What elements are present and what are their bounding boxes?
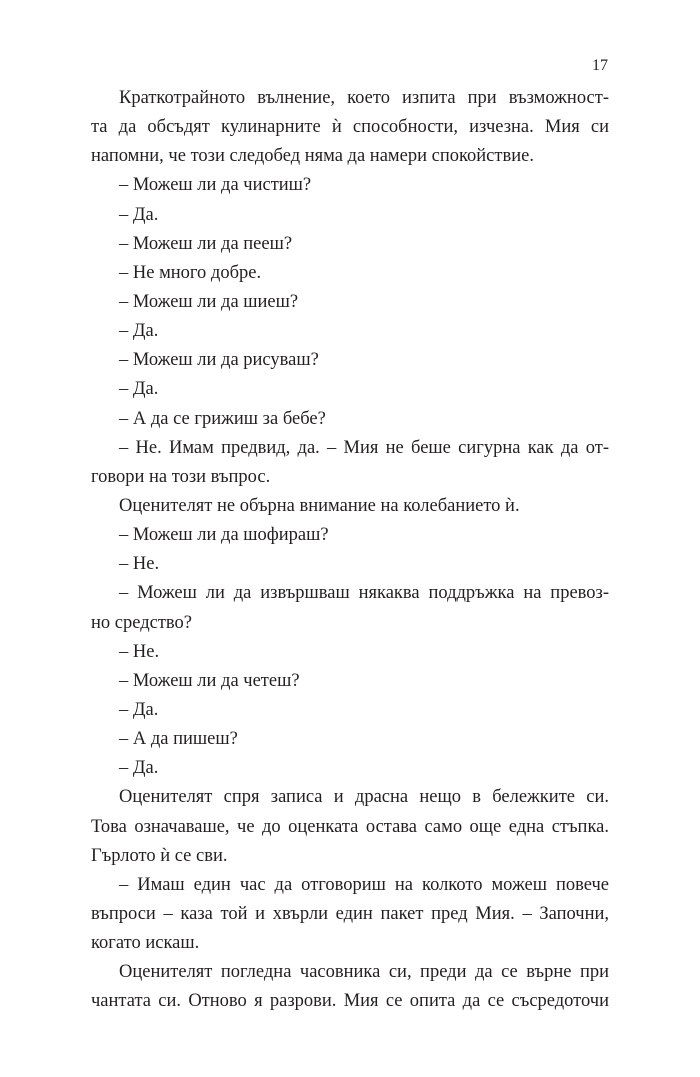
text-line: – Не. Имам предвид, да. – Мия не беше сигурна как да от- — [119, 437, 609, 458]
text-line: когато искаш. — [91, 933, 200, 954]
text-line: – Не. — [119, 641, 160, 662]
text-line: – Можеш ли да четеш? — [119, 670, 300, 691]
text-line: Оценителят не обърна внимание на колебанието ѝ. — [119, 495, 520, 516]
text-line: говори на този въпрос. — [91, 466, 271, 487]
text-line: – А да се грижиш за бебе? — [119, 408, 326, 429]
body-text — [91, 84, 609, 1017]
text-line: – Можеш ли да рисуваш? — [119, 350, 319, 371]
text-line: – Имаш един час да отговориш на колкото можеш повече — [119, 874, 609, 895]
text-line: Гърлото ѝ се сви. — [91, 845, 228, 866]
text-line: – Можеш ли да шиеш? — [119, 291, 299, 312]
page-number: 17 — [592, 57, 608, 74]
text-line: въпроси – каза той и хвърли един пакет пред Мия. – Започни, — [91, 903, 609, 924]
text-line: чантата си. Отново я разрови. Мия се опита да се съсредоточи — [91, 991, 609, 1012]
text-line: – Можеш ли да извършваш някаква поддръжка на превоз- — [119, 583, 609, 604]
text-line: – Да. — [119, 758, 159, 779]
text-line: Оценителят спря записа и драсна нещо в бележките си. — [119, 787, 609, 808]
text-line: – Не много добре. — [119, 262, 262, 283]
text-line: – Можеш ли да чистиш? — [119, 175, 312, 196]
text-line: – Да. — [119, 699, 159, 720]
text-line: – Да. — [119, 379, 159, 400]
text-line: напомни, че този следобед няма да намери спокойствие. — [91, 146, 534, 167]
text-line: – Да. — [119, 321, 159, 342]
text-line: – Можеш ли да пееш? — [119, 233, 293, 254]
text-line: но средство? — [91, 612, 192, 633]
text-line: – А да пишеш? — [119, 729, 238, 750]
text-line: – Можеш ли да шофираш? — [119, 525, 329, 546]
text-line: Краткотрайното вълнение, което изпита при възможност- — [119, 88, 609, 108]
text-line: Оценителят погледна часовника си, преди да се върне при — [119, 962, 609, 983]
text-line: Това означаваше, че до оценката остава само още една стъпка. — [91, 816, 609, 837]
text-line: – Не. — [119, 554, 160, 575]
text-line: та да обсъдят кулинарните ѝ способности, изчезна. Мия си — [91, 117, 609, 138]
text-line: – Да. — [119, 204, 159, 225]
